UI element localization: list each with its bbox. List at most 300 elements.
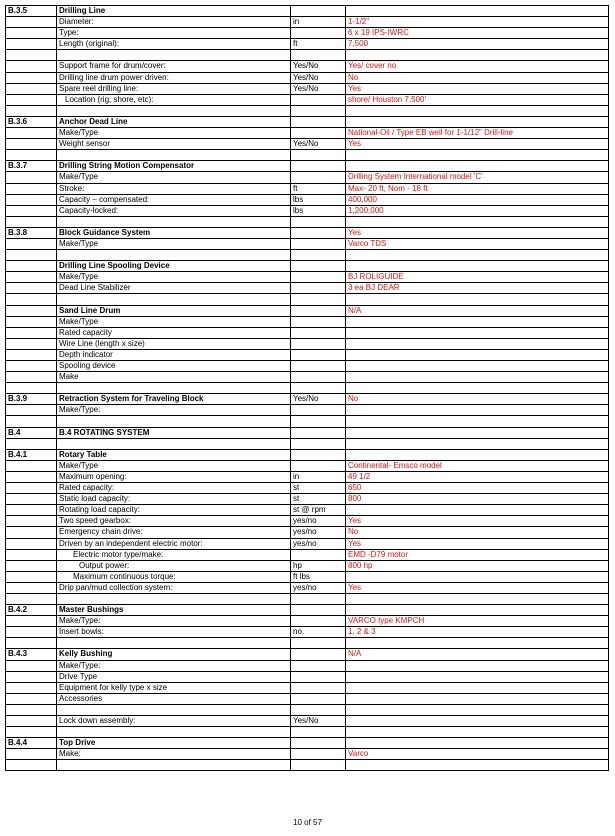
table-row	[6, 316, 609, 327]
unit-cell: lbs	[291, 205, 346, 216]
item-label-cell: Make/Type:	[57, 405, 291, 416]
table-row	[6, 593, 609, 604]
section-number-cell: B.3.8	[6, 227, 57, 238]
section-header-row	[6, 449, 609, 460]
item-label-cell: Electric motor type/make:	[57, 549, 291, 560]
section-header-row	[6, 305, 609, 316]
value-cell	[346, 438, 609, 449]
section-number-cell: B.3.6	[6, 116, 57, 127]
specification-table-body	[6, 6, 609, 771]
unit-cell: no.	[291, 627, 346, 638]
item-label-cell	[57, 383, 291, 394]
item-label-cell: Make:	[57, 749, 291, 760]
item-label-cell: Drilling Line	[57, 6, 291, 17]
unit-cell: in	[291, 17, 346, 28]
section-number-cell	[6, 704, 57, 715]
table-row	[6, 405, 609, 416]
section-number-cell	[6, 316, 57, 327]
section-number-cell	[6, 172, 57, 183]
item-label-cell: Sand Line Drum	[57, 305, 291, 316]
section-number-cell	[6, 72, 57, 83]
value-cell	[346, 427, 609, 438]
unit-cell	[291, 150, 346, 161]
section-number-cell	[6, 471, 57, 482]
item-label-cell: Capacity – compensated:	[57, 194, 291, 205]
section-number-cell	[6, 305, 57, 316]
unit-cell: ft	[291, 39, 346, 50]
value-cell	[346, 593, 609, 604]
item-label-cell: Drive Type	[57, 671, 291, 682]
value-cell: Yes	[346, 516, 609, 527]
value-cell: No	[346, 72, 609, 83]
table-row	[6, 760, 609, 771]
section-number-cell	[6, 494, 57, 505]
table-row	[6, 560, 609, 571]
table-row	[6, 61, 609, 72]
table-row	[6, 17, 609, 28]
value-cell	[346, 727, 609, 738]
section-number-cell	[6, 50, 57, 61]
unit-cell	[291, 549, 346, 560]
value-cell	[346, 660, 609, 671]
unit-cell	[291, 738, 346, 749]
value-cell: 650	[346, 483, 609, 494]
unit-cell	[291, 460, 346, 471]
table-row	[6, 327, 609, 338]
item-label-cell: Retraction System for Traveling Block	[57, 394, 291, 405]
table-row	[6, 272, 609, 283]
section-number-cell	[6, 361, 57, 372]
value-cell: 3 ea BJ DEAR	[346, 283, 609, 294]
table-row	[6, 438, 609, 449]
section-number-cell	[6, 538, 57, 549]
unit-cell	[291, 438, 346, 449]
section-number-cell	[6, 205, 57, 216]
item-label-cell: Make/Type	[57, 272, 291, 283]
table-row	[6, 716, 609, 727]
value-cell	[346, 250, 609, 261]
unit-cell	[291, 316, 346, 327]
item-label-cell: Anchor Dead Line	[57, 116, 291, 127]
item-label-cell	[57, 593, 291, 604]
value-cell	[346, 116, 609, 127]
unit-cell	[291, 305, 346, 316]
table-row	[6, 505, 609, 516]
section-number-cell: B.3.7	[6, 161, 57, 172]
table-row	[6, 660, 609, 671]
value-cell	[346, 760, 609, 771]
unit-cell	[291, 704, 346, 715]
section-number-cell	[6, 128, 57, 139]
table-row	[6, 671, 609, 682]
item-label-cell	[57, 105, 291, 116]
unit-cell: hp	[291, 560, 346, 571]
unit-cell	[291, 172, 346, 183]
unit-cell	[291, 338, 346, 349]
unit-cell: Yes/No	[291, 61, 346, 72]
value-cell: VARCO type KMPCH	[346, 616, 609, 627]
item-label-cell: Equipment for kelly type x size	[57, 682, 291, 693]
item-label-cell	[57, 704, 291, 715]
section-number-cell	[6, 660, 57, 671]
unit-cell	[291, 749, 346, 760]
item-label-cell	[57, 216, 291, 227]
value-cell	[346, 671, 609, 682]
section-number-cell	[6, 17, 57, 28]
unit-cell: yes/no	[291, 527, 346, 538]
value-cell: 400,000	[346, 194, 609, 205]
section-number-cell	[6, 749, 57, 760]
table-row	[6, 527, 609, 538]
item-label-cell	[57, 416, 291, 427]
unit-cell	[291, 405, 346, 416]
unit-cell: yes/no	[291, 582, 346, 593]
item-label-cell: Make/Type	[57, 238, 291, 249]
table-row	[6, 139, 609, 150]
value-cell	[346, 50, 609, 61]
section-number-cell	[6, 505, 57, 516]
value-cell: Yes	[346, 538, 609, 549]
unit-cell: lbs	[291, 194, 346, 205]
value-cell: 6 x 19 IPS-IWRC	[346, 28, 609, 39]
unit-cell	[291, 227, 346, 238]
item-label-cell: Drilling String Motion Compensator	[57, 161, 291, 172]
unit-cell: in	[291, 471, 346, 482]
unit-cell	[291, 638, 346, 649]
section-header-row	[6, 261, 609, 272]
unit-cell	[291, 605, 346, 616]
value-cell: 800	[346, 494, 609, 505]
section-number-cell	[6, 283, 57, 294]
table-row	[6, 616, 609, 627]
table-row	[6, 682, 609, 693]
table-row	[6, 94, 609, 105]
table-row	[6, 627, 609, 638]
unit-cell	[291, 283, 346, 294]
table-row	[6, 349, 609, 360]
section-number-cell	[6, 383, 57, 394]
unit-cell	[291, 427, 346, 438]
table-row	[6, 749, 609, 760]
item-label-cell: Rotary Table	[57, 449, 291, 460]
unit-cell	[291, 50, 346, 61]
section-header-row	[6, 738, 609, 749]
section-number-cell	[6, 216, 57, 227]
unit-cell: ft	[291, 183, 346, 194]
unit-cell	[291, 449, 346, 460]
value-cell	[346, 571, 609, 582]
section-number-cell	[6, 593, 57, 604]
value-cell	[346, 327, 609, 338]
unit-cell	[291, 294, 346, 305]
value-cell: shore/ Houston 7,500'	[346, 94, 609, 105]
unit-cell	[291, 383, 346, 394]
value-cell	[346, 638, 609, 649]
section-number-cell	[6, 727, 57, 738]
value-cell	[346, 449, 609, 460]
table-row	[6, 483, 609, 494]
section-number-cell	[6, 693, 57, 704]
unit-cell	[291, 261, 346, 272]
item-label-cell: Drilling Line Spooling Device	[57, 261, 291, 272]
unit-cell	[291, 760, 346, 771]
value-cell	[346, 738, 609, 749]
value-cell: Varco	[346, 749, 609, 760]
section-header-row	[6, 6, 609, 17]
value-cell: 1-1/2"	[346, 17, 609, 28]
unit-cell: st @ rpm	[291, 505, 346, 516]
value-cell	[346, 294, 609, 305]
item-label-cell: Top Drive	[57, 738, 291, 749]
section-number-cell	[6, 39, 57, 50]
unit-cell	[291, 94, 346, 105]
item-label-cell	[57, 438, 291, 449]
section-number-cell	[6, 627, 57, 638]
value-cell: No	[346, 527, 609, 538]
item-label-cell: Static load capacity:	[57, 494, 291, 505]
item-label-cell: B.4 ROTATING SYSTEM	[57, 427, 291, 438]
item-label-cell	[57, 250, 291, 261]
value-cell	[346, 361, 609, 372]
item-label-cell: Maximum opening:	[57, 471, 291, 482]
unit-cell	[291, 238, 346, 249]
section-number-cell: B.4	[6, 427, 57, 438]
value-cell: Yes	[346, 139, 609, 150]
item-label-cell: Location (rig, shore, etc):	[57, 94, 291, 105]
unit-cell	[291, 327, 346, 338]
item-label-cell: Length (original):	[57, 39, 291, 50]
item-label-cell: Stroke:	[57, 183, 291, 194]
section-header-row	[6, 605, 609, 616]
unit-cell: Yes/No	[291, 83, 346, 94]
item-label-cell	[57, 638, 291, 649]
item-label-cell: Maximum continuous torque:	[57, 571, 291, 582]
unit-cell	[291, 416, 346, 427]
section-number-cell	[6, 272, 57, 283]
value-cell	[346, 338, 609, 349]
table-row	[6, 549, 609, 560]
value-cell: 1, 2 & 3	[346, 627, 609, 638]
table-row	[6, 105, 609, 116]
section-number-cell	[6, 139, 57, 150]
section-number-cell	[6, 405, 57, 416]
value-cell: 49 1/2	[346, 471, 609, 482]
value-cell: Yes	[346, 227, 609, 238]
section-number-cell	[6, 349, 57, 360]
section-number-cell	[6, 183, 57, 194]
unit-cell	[291, 28, 346, 39]
section-header-row	[6, 116, 609, 127]
item-label-cell	[57, 760, 291, 771]
table-row	[6, 216, 609, 227]
item-label-cell: Drilling line drum power driven:	[57, 72, 291, 83]
unit-cell	[291, 682, 346, 693]
value-cell	[346, 105, 609, 116]
unit-cell	[291, 272, 346, 283]
item-label-cell: Type:	[57, 28, 291, 39]
table-row	[6, 571, 609, 582]
item-label-cell: Master Bushings	[57, 605, 291, 616]
section-number-cell	[6, 460, 57, 471]
item-label-cell: Capacity-locked:	[57, 205, 291, 216]
item-label-cell: Insert bowls:	[57, 627, 291, 638]
section-number-cell: B.3.5	[6, 6, 57, 17]
value-cell	[346, 704, 609, 715]
value-cell	[346, 693, 609, 704]
item-label-cell: Depth indicator	[57, 349, 291, 360]
table-row	[6, 471, 609, 482]
item-label-cell: Make/Type:	[57, 616, 291, 627]
section-number-cell	[6, 338, 57, 349]
value-cell: 7,500	[346, 39, 609, 50]
section-header-row	[6, 394, 609, 405]
table-row	[6, 727, 609, 738]
item-label-cell: Make/Type	[57, 128, 291, 139]
unit-cell	[291, 649, 346, 660]
table-row	[6, 516, 609, 527]
table-row	[6, 294, 609, 305]
item-label-cell	[57, 150, 291, 161]
item-label-cell: Make/Type:	[57, 660, 291, 671]
table-row	[6, 538, 609, 549]
item-label-cell: Emergency chain drive:	[57, 527, 291, 538]
section-header-row	[6, 227, 609, 238]
table-row	[6, 460, 609, 471]
table-row	[6, 238, 609, 249]
unit-cell: st	[291, 494, 346, 505]
item-label-cell: Rated capacity:	[57, 483, 291, 494]
table-row	[6, 704, 609, 715]
value-cell	[346, 383, 609, 394]
section-number-cell	[6, 105, 57, 116]
item-label-cell	[57, 294, 291, 305]
item-label-cell: Spooling device	[57, 361, 291, 372]
table-row	[6, 72, 609, 83]
value-cell	[346, 161, 609, 172]
table-row	[6, 205, 609, 216]
section-number-cell	[6, 194, 57, 205]
unit-cell	[291, 372, 346, 383]
section-number-cell	[6, 28, 57, 39]
value-cell: National-Oil / Type EB well for 1-1/12" Drill-line	[346, 128, 609, 139]
section-number-cell: B.4.4	[6, 738, 57, 749]
unit-cell	[291, 727, 346, 738]
table-row	[6, 194, 609, 205]
page-number: 10 of 57	[293, 818, 322, 827]
table-row	[6, 361, 609, 372]
value-cell	[346, 682, 609, 693]
section-number-cell	[6, 671, 57, 682]
section-header-row	[6, 427, 609, 438]
section-number-cell	[6, 250, 57, 261]
section-number-cell	[6, 327, 57, 338]
section-number-cell	[6, 261, 57, 272]
table-row	[6, 372, 609, 383]
section-number-cell	[6, 638, 57, 649]
unit-cell	[291, 361, 346, 372]
item-label-cell: Spare reel drilling line:	[57, 83, 291, 94]
section-number-cell	[6, 527, 57, 538]
value-cell: N/A	[346, 649, 609, 660]
item-label-cell: Kelly Bushing	[57, 649, 291, 660]
section-number-cell	[6, 94, 57, 105]
section-number-cell	[6, 416, 57, 427]
unit-cell	[291, 250, 346, 261]
table-row	[6, 172, 609, 183]
unit-cell	[291, 660, 346, 671]
value-cell: Varco TDS	[346, 238, 609, 249]
unit-cell: Yes/No	[291, 72, 346, 83]
unit-cell	[291, 6, 346, 17]
unit-cell: ft lbs	[291, 571, 346, 582]
table-row	[6, 416, 609, 427]
item-label-cell: Block Guidance System	[57, 227, 291, 238]
value-cell	[346, 150, 609, 161]
value-cell: Drilling System International model 'C'	[346, 172, 609, 183]
section-number-cell	[6, 616, 57, 627]
unit-cell	[291, 693, 346, 704]
table-row	[6, 383, 609, 394]
value-cell: 1,200,000	[346, 205, 609, 216]
unit-cell: yes/no	[291, 516, 346, 527]
section-number-cell	[6, 372, 57, 383]
item-label-cell: Two speed gearbox:	[57, 516, 291, 527]
section-number-cell	[6, 516, 57, 527]
item-label-cell: Make/Type	[57, 172, 291, 183]
unit-cell	[291, 216, 346, 227]
item-label-cell: Make/Type	[57, 316, 291, 327]
unit-cell	[291, 671, 346, 682]
value-cell: 800 hp	[346, 560, 609, 571]
value-cell	[346, 261, 609, 272]
section-number-cell	[6, 150, 57, 161]
section-number-cell	[6, 549, 57, 560]
table-row	[6, 83, 609, 94]
table-row	[6, 39, 609, 50]
item-label-cell: Make/Type	[57, 460, 291, 471]
section-number-cell	[6, 438, 57, 449]
unit-cell	[291, 116, 346, 127]
item-label-cell: Driven by an independent electric motor:	[57, 538, 291, 549]
table-row	[6, 494, 609, 505]
value-cell	[346, 216, 609, 227]
value-cell	[346, 716, 609, 727]
item-label-cell: Rotating load capacity:	[57, 505, 291, 516]
table-row	[6, 693, 609, 704]
table-row	[6, 183, 609, 194]
value-cell	[346, 605, 609, 616]
table-row	[6, 50, 609, 61]
value-cell: Max- 20 ft, Nom - 18 ft	[346, 183, 609, 194]
item-label-cell: Lock down assembly:	[57, 716, 291, 727]
unit-cell: st	[291, 483, 346, 494]
value-cell: Continental- Emsco model	[346, 460, 609, 471]
section-header-row	[6, 649, 609, 660]
item-label-cell: Accessories	[57, 693, 291, 704]
unit-cell	[291, 161, 346, 172]
unit-cell	[291, 105, 346, 116]
value-cell	[346, 405, 609, 416]
item-label-cell: Wire Line (length x size)	[57, 338, 291, 349]
unit-cell	[291, 349, 346, 360]
value-cell: Yes/ cover no	[346, 61, 609, 72]
table-row	[6, 250, 609, 261]
item-label-cell: Dead Line Stabilizer	[57, 283, 291, 294]
value-cell: BJ ROLIGUIDE	[346, 272, 609, 283]
section-number-cell: B.4.2	[6, 605, 57, 616]
value-cell	[346, 6, 609, 17]
section-number-cell: B.3.9	[6, 394, 57, 405]
